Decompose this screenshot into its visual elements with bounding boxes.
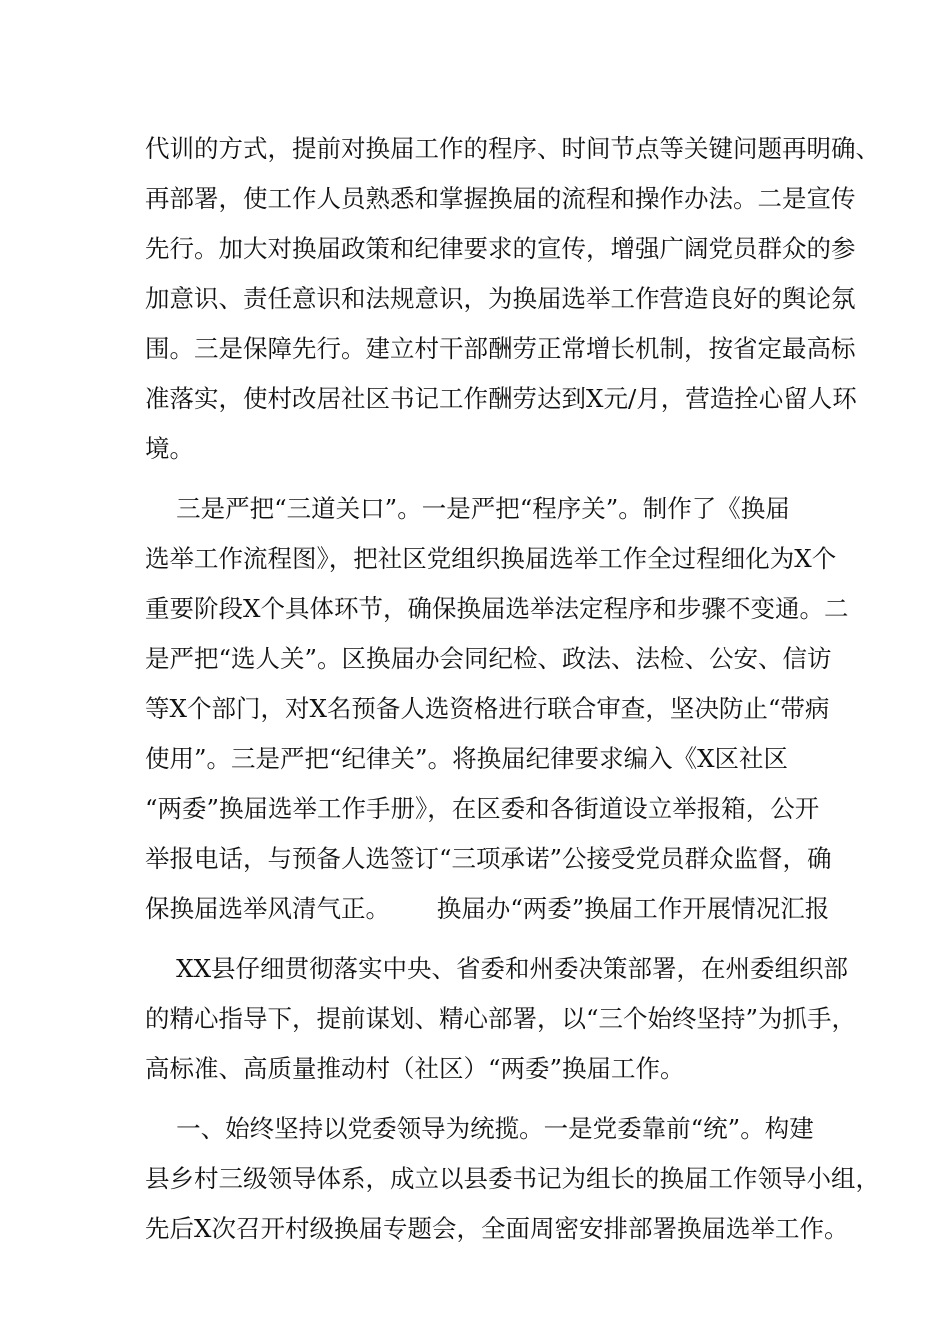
text-line: 加意识、责任意识和法规意识，为换届选举工作营造良好的舆论氛 [145, 284, 856, 313]
text-line: 举报电话，与预备人选签订“三项承诺”公接受党员群众监督，确 [145, 844, 832, 873]
text-line: 境。 [145, 434, 194, 463]
text-line: “两委”换届选举工作手册》，在区委和各街道设立举报箱，公开 [145, 794, 820, 823]
text-line: 一、始终坚持以党委领导为统揽。一是党委靠前“统”。构建 [145, 1114, 814, 1143]
paragraph-gap [145, 474, 810, 484]
text-line: 先行。加大对换届政策和纪律要求的宣传，增强广阔党员群众的参 [145, 234, 856, 263]
text-line: 等X个部门，对X名预备人选资格进行联合审查，坚决防止“带病 [145, 694, 830, 723]
text-line: 选举工作流程图》，把社区党组织换届选举工作全过程细化为X个 [145, 544, 837, 573]
text-line: 使用”。三是严把“纪律关”。将换届纪律要求编入《X区社区 [145, 744, 789, 773]
text-line: 三是严把“三道关口”。一是严把“程序关”。制作了《换届 [145, 494, 790, 523]
text-line: 代训的方式，提前对换届工作的程序、时间节点等关键问题再明确、 [145, 134, 880, 163]
text-line: 再部署，使工作人员熟悉和掌握换届的流程和操作办法。二是宣传 [145, 184, 856, 213]
text-line: XX县仔细贯彻落实中央、省委和州委决策部署，在州委组织部 [145, 954, 849, 983]
text-line: 重要阶段X个具体环节，确保换届选举法定程序和步骤不变通。二 [145, 594, 849, 623]
text-line: 准落实，使村改居社区书记工作酬劳达到X元/月，营造拴心留人环 [145, 384, 857, 413]
paragraph-gap [145, 1094, 810, 1104]
text-line: 高标准、高质量推动村（社区）“两委”换届工作。 [145, 1054, 685, 1083]
text-line: 的精心指导下，提前谋划、精心部署，以“三个始终坚持”为抓手， [145, 1004, 857, 1033]
paragraph-gap [145, 934, 810, 944]
document-body [145, 124, 880, 1254]
text-line: 先后X次召开村级换届专题会，全面周密安排部署换届选举工作。 [145, 1214, 849, 1243]
text-line: 保换届选举风清气正。 换届办“两委”换届工作开展情况汇报 [145, 894, 830, 923]
text-line: 围。三是保障先行。建立村干部酬劳正常增长机制，按省定最高标 [145, 334, 856, 363]
text-line: 是严把“选人关”。区换届办会同纪检、政法、法检、公安、信访 [145, 644, 832, 673]
text-line: 县乡村三级领导体系，成立以县委书记为组长的换届工作领导小组， [145, 1164, 880, 1193]
